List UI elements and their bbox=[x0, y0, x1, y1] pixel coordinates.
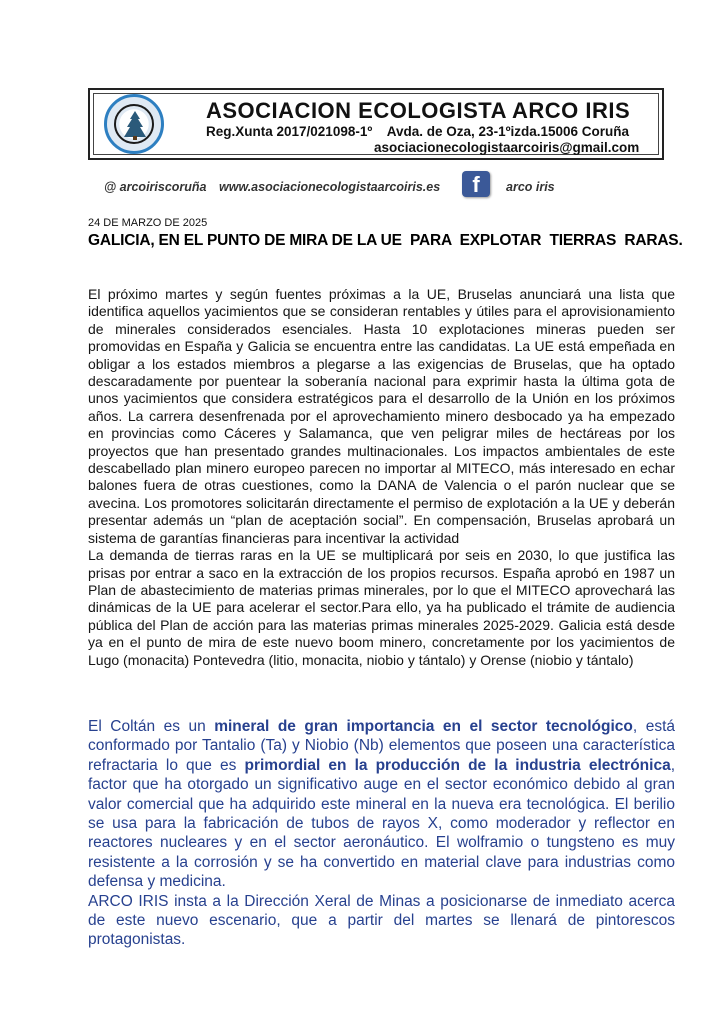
article-blue-section bbox=[88, 717, 675, 950]
organization-email[interactable]: asociacionecologistaarcoiris@gmail.com bbox=[374, 140, 640, 155]
logo-emblem-icon bbox=[120, 109, 150, 141]
facebook-name[interactable]: arco iris bbox=[506, 180, 555, 194]
facebook-icon[interactable]: f bbox=[462, 171, 490, 197]
organization-logo-icon bbox=[104, 94, 164, 154]
p3-text-e: , factor que ha otorgado un significativo auge en el sector económico debido al gran valor comercial que ha adquirido este mineral en la nueva era tecnológica. El berilio se usa para la fabricación de tubos de rayos X, como moderador y reflector en reactores nucleares y en el sector aeronáutico. El wolframio o tungsteno es muy resistente a la corrosión y se ha convertido en material clave para industrias como defensa y medicina. bbox=[88, 756, 676, 891]
p3-highlight-2: primordial en la producción de la industria electrónica bbox=[244, 756, 671, 774]
header-banner bbox=[88, 88, 664, 160]
article-paragraph-3 bbox=[88, 717, 675, 892]
article-headline: GALICIA, EN EL PUNTO DE MIRA DE LA UE PARA EXPLOTAR TIERRAS RARAS. bbox=[88, 232, 683, 249]
twitter-handle[interactable]: @ arcoiriscoruña bbox=[104, 180, 207, 194]
p3-highlight-1: mineral de gran importancia en el sector tecnológico bbox=[214, 718, 633, 735]
article-body bbox=[88, 286, 675, 669]
article-paragraph-4: ARCO IRIS insta a la Dirección Xeral de Minas a posicionarse de inmediato acerca de este nuevo escenario, que a partir del martes se llenará de pintorescos protagonistas. bbox=[88, 892, 675, 949]
article-date: 24 DE MARZO DE 2025 bbox=[88, 217, 208, 229]
p3-text-a: El Coltán es un bbox=[88, 718, 215, 735]
website-link[interactable]: www.asociacionecologistaarcoiris.es bbox=[219, 180, 441, 194]
p3-text-c: , está conformado por Tantalio (Ta) y Niobio (Nb) elementos que poseen una característica refractaria lo que es bbox=[88, 718, 675, 774]
organization-name: ASOCIACION ECOLOGISTA ARCO IRIS bbox=[206, 98, 631, 123]
organization-registration-address: Reg.Xunta 2017/021098-1º Avda. de Oza, 23-1ºizda.15006 Coruña bbox=[206, 124, 630, 139]
article-paragraph-2: La demanda de tierras raras en la UE se multiplicará por seis en 2030, lo que justifica las prisas por entrar a saco en la extracción de los propios recursos. España aprobó en 1987 un Plan de abastecimiento de materias primas minerales, por lo que el MITECO aprovechará las dinámicas de la UE para acelerar el sector.Para ello, ya ha publicado el trámite de audiencia pública del Plan de acción para las materias primas minerales 2025-2029. Galicia está desde ya en el punto de mira de este nuevo boom minero, concretamente por los yacimientos de Lugo (monacita) Pontevedra (litio, monacita, niobio y tántalo) y Orense (niobio y tántalo) bbox=[88, 547, 675, 668]
article-paragraph-1: El próximo martes y según fuentes próximas a la UE, Bruselas anunciará una lista que identifica aquellos yacimientos que se consideran rentables y útiles para el aprovisionamiento de minerales considerados esenciales. Hasta 10 explotaciones mineras pueden ser promovidas en España y Galicia se encuentra entre las candidatas. La UE está empeñada en obligar a los estados miembros a plegarse a las exigencias de Bruselas, que ha optado descaradamente por puentear la soberanía nacional para exprimir hasta la última gota de unos yacimientos que considera estratégicos para el desarrollo de la Unión en los próximos años. La carrera desenfrenada por el aprovechamiento minero desbocado ya ha empezado en provincias como Cáceres y Salamanca, que ven peligrar miles de hectáreas por los proyectos que han presentado grandes multinacionales. Los impactos ambientales de este descabellado plan minero europeo parecen no importar al MITECO, más interesado en echar balones fuera de otras cuestiones, como la DANA de Valencia o el parón nuclear que se avecina. Los promotores solicitarán directamente el permiso de explotación a la UE y deberán presentar además un “plan de aceptación social”. En compensación, Bruselas aprobará un sistema de garantías financieras para incentivar la actividad bbox=[88, 286, 675, 546]
